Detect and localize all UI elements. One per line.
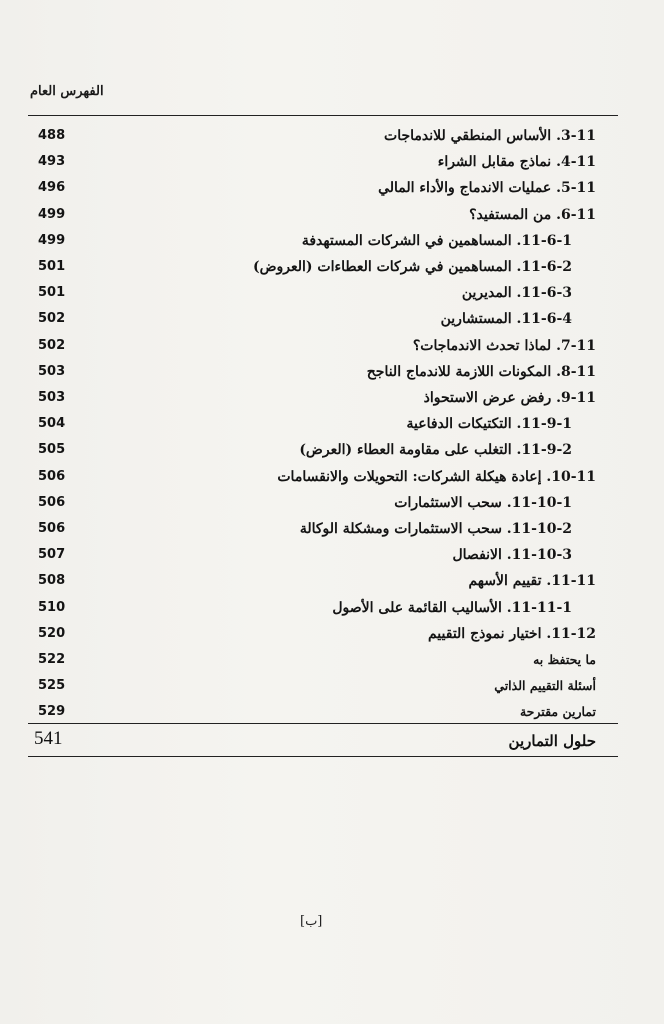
- toc-entry-page: 499: [38, 207, 66, 222]
- toc-entry-title: 9-11. رفض عرض الاستحواذ: [423, 390, 596, 406]
- toc-entry[interactable]: [0, 178, 664, 202]
- toc-entry-title: 11-6-4. المستشارين: [440, 311, 572, 327]
- toc-entry[interactable]: [0, 309, 664, 333]
- toc-entry-page: 502: [38, 311, 66, 326]
- toc-entry-title: 11-6-1. المساهمين في الشركات المستهدفة: [301, 233, 572, 249]
- toc-entry[interactable]: [0, 205, 664, 229]
- toc-entry-title: 11-10-2. سحب الاستثمارات ومشكلة الوكالة: [299, 521, 572, 537]
- page-header-title: الفهرس العام: [30, 84, 104, 99]
- toc-entry-page: 529: [38, 704, 66, 719]
- toc-entry-title: أسئلة التقييم الذاتي: [494, 678, 596, 693]
- toc-entry-title: 11-9-1. التكتيكات الدفاعية: [406, 416, 572, 432]
- toc-entry-title: 11-9-2. التغلب على مقاومة العطاء (العرض): [299, 442, 572, 458]
- toc-entry-page: 503: [38, 364, 66, 379]
- toc-entry-page: 501: [38, 259, 66, 274]
- toc-entry-title: 3-11. الأساس المنطقي للاندماجات: [384, 128, 596, 144]
- toc-entry[interactable]: [0, 676, 664, 700]
- toc-entry-page: 505: [38, 442, 66, 457]
- toc-entry-page: 504: [38, 416, 66, 431]
- answers-top-rule: [28, 723, 618, 724]
- toc-entry-title: 7-11. لماذا تحدث الاندماجات؟: [412, 338, 596, 354]
- toc-entry-title: 11-6-3. المديرين: [461, 285, 572, 301]
- toc-entry-page: 506: [38, 495, 66, 510]
- toc-entry[interactable]: [0, 624, 664, 648]
- toc-entry-title: 11-10-1. سحب الاستثمارات: [394, 495, 572, 511]
- toc-entry-title: 10-11. إعادة هيكلة الشركات: التحويلات والانقسامات: [277, 469, 596, 485]
- toc-entry-page: 493: [38, 154, 66, 169]
- toc-entry-page: 501: [38, 285, 66, 300]
- toc-entry[interactable]: [0, 493, 664, 517]
- toc-entry[interactable]: [0, 388, 664, 412]
- toc-entry[interactable]: [0, 545, 664, 569]
- toc-entry-page: 508: [38, 573, 66, 588]
- toc-entry[interactable]: [0, 440, 664, 464]
- toc-entry[interactable]: [0, 519, 664, 543]
- toc-entry-title: 11-6-2. المساهمين في شركات العطاءات (العروض): [252, 259, 572, 275]
- toc-entry-title: 11-11. تقييم الأسهم: [468, 573, 596, 589]
- toc-entry-title: 4-11. نماذج مقابل الشراء: [437, 154, 596, 170]
- toc-entry[interactable]: [0, 283, 664, 307]
- toc-entry[interactable]: [0, 598, 664, 622]
- toc-entry-title: تمارين مقترحة: [519, 704, 596, 719]
- toc-entry-page: 496: [38, 180, 66, 195]
- toc-entry[interactable]: [0, 231, 664, 255]
- toc-entry-page: 503: [38, 390, 66, 405]
- toc-entry[interactable]: [0, 571, 664, 595]
- toc-entry[interactable]: [0, 257, 664, 281]
- toc-entry-title: 11-11-1. الأساليب القائمة على الأصول: [332, 600, 572, 616]
- toc-entry[interactable]: [0, 152, 664, 176]
- page-footer-label: [ب]: [300, 914, 323, 929]
- toc-entry-page: 520: [38, 626, 66, 641]
- toc-entry-page: 522: [38, 652, 66, 667]
- toc-entry-title: 11-10-3. الانفصال: [452, 547, 572, 563]
- toc-entry-page: 502: [38, 338, 66, 353]
- toc-entry-title: ما يحتفظ به: [533, 652, 596, 667]
- toc-entry-page: 499: [38, 233, 66, 248]
- toc-entry[interactable]: [0, 650, 664, 674]
- toc-entry-page: 510: [38, 600, 66, 615]
- answers-entry-title: حلول التمارين: [508, 732, 596, 750]
- toc-entry-title: 11-12. اختيار نموذج التقييم: [427, 626, 596, 642]
- toc-entry-title: 5-11. عمليات الاندماج والأداء المالي: [378, 180, 596, 196]
- toc-entry[interactable]: [0, 467, 664, 491]
- toc-entry-page: 507: [38, 547, 66, 562]
- answers-bottom-rule: [28, 756, 618, 757]
- toc-entry-title: 8-11. المكونات اللازمة للاندماج الناجح: [366, 364, 596, 380]
- toc-entry[interactable]: [0, 126, 664, 150]
- toc-entry-page: 525: [38, 678, 66, 693]
- toc-entry-page: 506: [38, 521, 66, 536]
- toc-entry-title: 6-11. من المستفيد؟: [469, 207, 596, 223]
- toc-entry-page: 506: [38, 469, 66, 484]
- toc-entry[interactable]: [0, 362, 664, 386]
- answers-entry-page: 541: [34, 728, 63, 749]
- toc-entry[interactable]: [0, 414, 664, 438]
- toc-entry-page: 488: [38, 128, 66, 143]
- toc-entry[interactable]: [0, 336, 664, 360]
- answers-entry[interactable]: [0, 728, 664, 756]
